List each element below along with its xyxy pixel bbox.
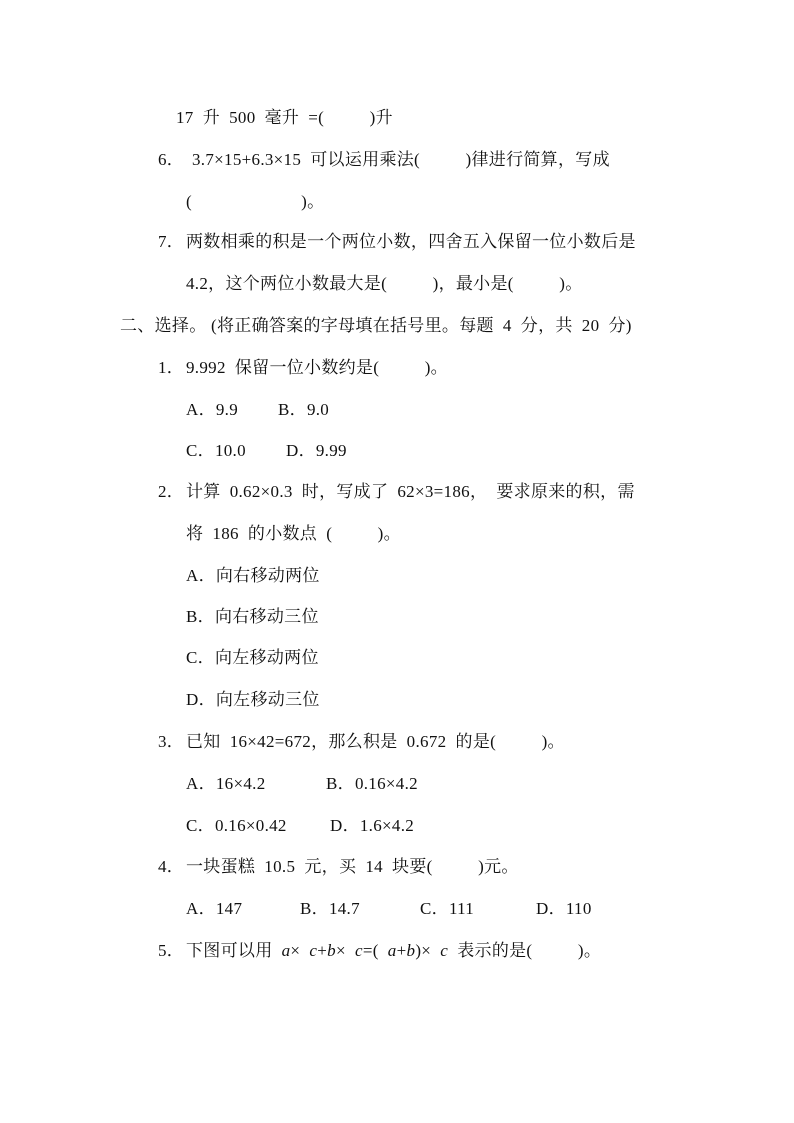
choice-3-option-d: D．1.6×4.2 bbox=[330, 816, 415, 835]
choice-2-option-c: C．向左移动两位 bbox=[186, 648, 319, 667]
choice-4-option-c: C．111 bbox=[420, 899, 475, 918]
choice-1-option-a: A．9.9 bbox=[186, 400, 239, 419]
c5-times2: × bbox=[335, 941, 355, 960]
choice-4-text: 一块蛋糕 10.5 元，买 14 块要( )元。 bbox=[186, 857, 519, 876]
question-6-number: 6． bbox=[158, 150, 185, 169]
question-7-text-cont: 4.2，这个两位小数最大是( )，最小是( )。 bbox=[186, 274, 583, 293]
choice-4-option-d: D．110 bbox=[536, 899, 592, 918]
c5-c3: c bbox=[440, 941, 449, 960]
choice-2-text: 计算 0.62×0.3 时，写成了 62×3=186， 要求原来的积，需 bbox=[186, 482, 635, 501]
c5-c2: c bbox=[354, 941, 363, 960]
c5-post: 表示的是( )。 bbox=[448, 941, 602, 960]
c5-plus: + bbox=[317, 941, 328, 960]
choice-1-option-c: C．10.0 bbox=[186, 441, 246, 460]
c5-c1: c bbox=[309, 941, 318, 960]
question-7-number: 7． bbox=[158, 232, 185, 251]
section-2-title: 二、选择。 (将正确答案的字母填在括号里。每题 4 分，共 20 分) bbox=[120, 316, 632, 335]
c5-eq: =( bbox=[362, 941, 388, 960]
choice-5-number: 5． bbox=[158, 941, 185, 960]
choice-3-option-c: C．0.16×0.42 bbox=[186, 816, 287, 835]
choice-3-text: 已知 16×42=672，那么积是 0.672 的是( )。 bbox=[186, 732, 565, 751]
choice-2-number: 2． bbox=[158, 482, 185, 501]
choice-2-option-b: B．向右移动三位 bbox=[186, 607, 319, 626]
choice-1-number: 1． bbox=[158, 358, 185, 377]
c5-a2: a bbox=[387, 941, 397, 960]
choice-3-option-a: A．16×4.2 bbox=[186, 774, 266, 793]
choice-4-number: 4． bbox=[158, 857, 185, 876]
choice-1-text: 9.992 保留一位小数约是( )。 bbox=[186, 358, 448, 377]
choice-2-text-cont: 将 186 的小数点 ( )。 bbox=[186, 524, 401, 543]
question-line: 17 升 500 毫升 =( )升 bbox=[176, 108, 393, 127]
question-6-text: 3.7×15+6.3×15 可以运用乘法( )律进行简算，写成 bbox=[192, 150, 610, 169]
c5-plus2: + bbox=[396, 941, 407, 960]
choice-2-option-d: D．向左移动三位 bbox=[186, 690, 320, 709]
c5-close: )× bbox=[415, 941, 441, 960]
choice-5-text bbox=[186, 941, 601, 961]
choice-1-option-b: B．9.0 bbox=[278, 400, 330, 419]
choice-3-number: 3． bbox=[158, 732, 185, 751]
choice-2-option-a: A．向右移动两位 bbox=[186, 566, 320, 585]
choice-4-option-a: A．147 bbox=[186, 899, 243, 918]
c5-b2: b bbox=[406, 941, 416, 960]
choice-1-option-d: D．9.99 bbox=[286, 441, 347, 460]
choice-4-option-b: B．14.7 bbox=[300, 899, 360, 918]
choice-3-option-b: B．0.16×4.2 bbox=[326, 774, 418, 793]
c5-a1: a bbox=[281, 941, 291, 960]
c5-times1: × bbox=[290, 941, 310, 960]
c5-b1: b bbox=[327, 941, 336, 960]
question-6-answer-line: ( )。 bbox=[186, 192, 325, 211]
c5-pre: 下图可以用 bbox=[186, 941, 282, 960]
question-7-text: 两数相乘的积是一个两位小数，四舍五入保留一位小数后是 bbox=[186, 232, 636, 251]
